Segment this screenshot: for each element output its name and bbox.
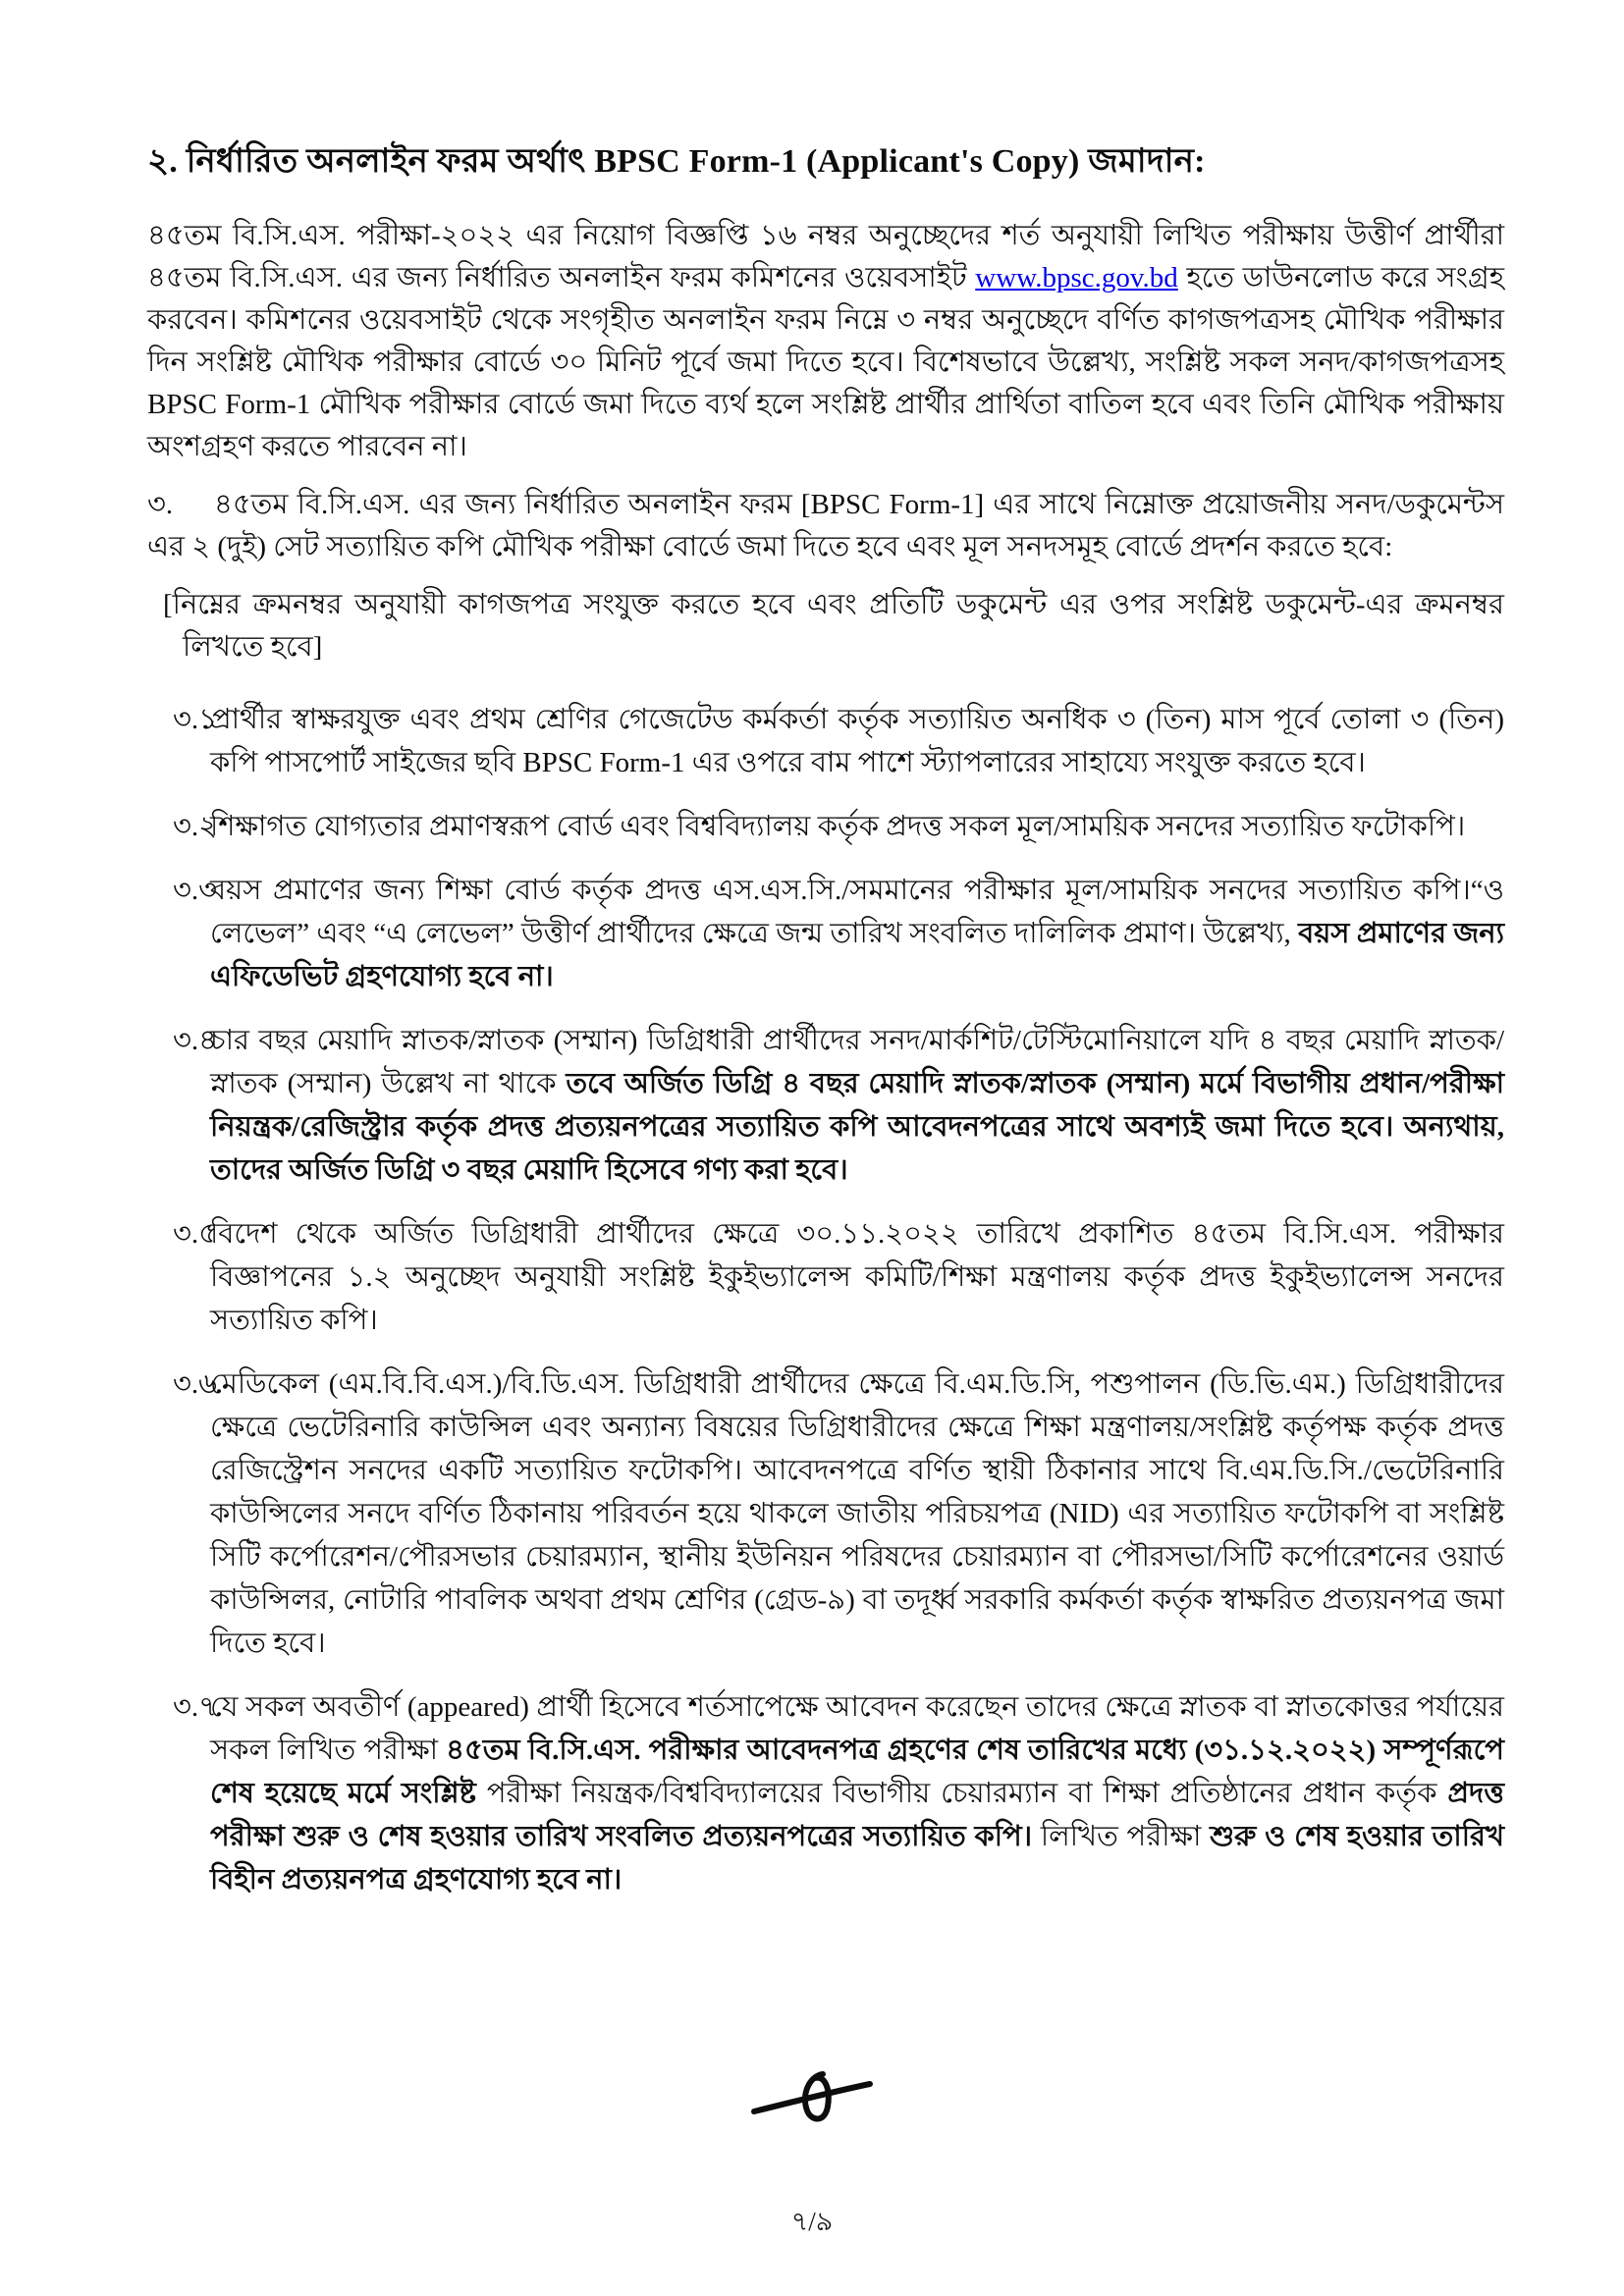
item-text: যে সকল অবতীর্ণ (appeared) প্রার্থী হিসেবে শর্তসাপেক্ষে আবেদন করেছেন তাদের ক্ষেত্রে স্নাতক বা স্নাতকোত্তর পর্যায়ের সকল লিখিত পরীক্ষা ৪৫তম বি.সি.এস. পরীক্ষার আবেদনপত্র গ্রহণের শেষ তারিখের মধ্যে (৩১.১২.২০২২) সম্পূর্ণরূপে শেষ হয়েছে মর্মে সংশ্লিষ্ট পরীক্ষা নিয়ন্ত্রক/বিশ্ববিদ্যালয়ের বিভাগীয় চেয়ারম্যান বা শিক্ষা প্রতিষ্ঠানের প্রধান কর্তৃক প্রদত্ত পরীক্ষা শুরু ও শেষ হওয়ার তারিখ সংবলিত প্রত্যয়নপত্রের সত্যায়িত কপি। লিখিত পরীক্ষা শুরু ও শেষ হওয়ার তারিখ বিহীন প্রত্যয়নপত্র গ্রহণযোগ্য হবে না। — [210, 1691, 1504, 1896]
page-number: ৭/৯ — [790, 2207, 834, 2236]
section-2-heading: ২. নির্ধারিত অনলাইন ফরম অর্থাৎ BPSC Form-1 (Applicant's Copy) জমাদান: — [147, 143, 1206, 180]
section-2-paragraph: ৪৫তম বি.সি.এস. পরীক্ষা-২০২২ এর নিয়োগ বিজ্ঞপ্তি ১৬ নম্বর অনুচ্ছেদের শর্ত অনুযায়ী লিখিত পরীক্ষায় উত্তীর্ণ প্রার্থীরা ৪৫তম বি.সি.এস. এর জন্য নির্ধারিত অনলাইন ফরম কমিশনের ওয়েবসাইট www.bpsc.gov.bd হতে ডাউনলোড করে সংগ্রহ করবেন। কমিশনের ওয়েবসাইট থেকে সংগৃহীত অনলাইন ফরম নিম্নে ৩ নম্বর অনুচ্ছেদে বর্ণিত কাগজপত্রসহ মৌখিক পরীক্ষার দিন সংশ্লিষ্ট মৌখিক পরীক্ষার বোর্ডে ৩০ মিনিট পূর্বে জমা দিতে হবে। বিশেষভাবে উল্লেখ্য, সংশ্লিষ্ট সকল সনদ/কাগজপত্রসহ BPSC Form-1 মৌখিক পরীক্ষার বোর্ডে জমা দিতে ব্যর্থ হলে সংশ্লিষ্ট প্রার্থীর প্রার্থিতা বাতিল হবে এবং তিনি মৌখিক পরীক্ষায় অংশগ্রহণ করতে পারবেন না। — [147, 220, 1504, 462]
item-text: বিদেশ থেকে অর্জিত ডিগ্রিধারী প্রার্থীদের ক্ষেত্রে ৩০.১১.২০২২ তারিখে প্রকাশিত ৪৫তম বি.সি.এস. পরীক্ষার বিজ্ঞাপনের ১.২ অনুচ্ছেদ অনুযায়ী সংশ্লিষ্ট ইকুইভ্যালেন্স কমিটি/শিক্ষা মন্ত্রণালয় কর্তৃক প্রদত্ত ইকুইভ্যালেন্স সনদের সত্যায়িত কপি। — [210, 1218, 1504, 1336]
item-number: ৩.২ — [173, 811, 217, 842]
item-text: চার বছর মেয়াদি স্নাতক/স্নাতক (সম্মান) ডিগ্রিধারী প্রার্থীদের সনদ/মার্কশিট/টেস্টিমোনিয়ালে যদি ৪ বছর মেয়াদি স্নাতক/স্নাতক (সম্মান) উল্লেখ না থাকে তবে অর্জিত ডিগ্রি ৪ বছর মেয়াদি স্নাতক/স্নাতক (সম্মান) মর্মে বিভাগীয় প্রধান/পরীক্ষা নিয়ন্ত্রক/রেজিস্ট্রার কর্তৃক প্রদত্ত প্রত্যয়নপত্রের সত্যায়িত কপি আবেদনপত্রের সাথে অবশ্যই জমা দিতে হবে। অন্যথায়, তাদের অর্জিত ডিগ্রি ৩ বছর মেয়াদি হিসেবে গণ্য করা হবে। — [210, 1025, 1504, 1186]
section-3-bracket-note: [নিম্নের ক্রমনম্বর অনুযায়ী কাগজপত্র সংযুক্ত করতে হবে এবং প্রতিটি ডকুমেন্ট এর ওপর সংশ্লিষ্ট ডকুমেন্ট-এর ক্রমনম্বর লিখতে হবে] — [163, 589, 1504, 663]
list-item-3-7 — [147, 1685, 1504, 1901]
signature-initial-icon — [750, 2069, 874, 2126]
list-item-3-5 — [147, 1212, 1504, 1342]
item-number: ৩.১ — [173, 704, 217, 735]
section-3-intro — [147, 484, 1504, 568]
item-number: ৩.৩ — [173, 875, 217, 906]
signature-initial-mark — [0, 2069, 1624, 2131]
list-item-3-4 — [147, 1019, 1504, 1192]
bpsc-website-link[interactable]: www.bpsc.gov.bd — [975, 262, 1178, 294]
list-item-3-2 — [147, 805, 1504, 848]
item-number: ৩.৫ — [173, 1218, 217, 1250]
list-item-3-6 — [147, 1362, 1504, 1665]
item-number: ৩.৪ — [173, 1025, 217, 1056]
document-content — [147, 135, 1504, 1922]
item-text: শিক্ষাগত যোগ্যতার প্রমাণস্বরূপ বোর্ড এবং বিশ্ববিদ্যালয় কর্তৃক প্রদত্ত সকল মূল/সাময়িক সনদের সত্যায়িত ফটোকপি। — [210, 811, 1466, 842]
item-number: ৩.৭ — [173, 1691, 217, 1723]
item-text: মেডিকেল (এম.বি.বি.এস.)/বি.ডি.এস. ডিগ্রিধারী প্রার্থীদের ক্ষেত্রে বি.এম.ডি.সি, পশুপালন (ডি.ভি.এম.) ডিগ্রিধারীদের ক্ষেত্রে ভেটেরিনারি কাউন্সিল এবং অন্যান্য বিষয়ের ডিগ্রিধারীদের ক্ষেত্রে শিক্ষা মন্ত্রণালয়/সংশ্লিষ্ট কর্তৃপক্ষ কর্তৃক প্রদত্ত রেজিস্ট্রেশন সনদের একটি সত্যায়িত ফটোকপি। আবেদনপত্রে বর্ণিত স্থায়ী ঠিকানার সাথে বি.এম.ডি.সি./ভেটেরিনারি কাউন্সিলের সনদে বর্ণিত ঠিকানায় পরিবর্তন হয়ে থাকলে জাতীয় পরিচয়পত্র (NID) এর সত্যায়িত ফটোকপি বা সংশ্লিষ্ট সিটি কর্পোরেশন/পৌরসভার চেয়ারম্যান, স্থানীয় ইউনিয়ন পরিষদের চেয়ারম্যান বা পৌরসভা/সিটি কর্পোরেশনের ওয়ার্ড কাউন্সিলর, নোটারি পাবলিক অথবা প্রথম শ্রেণির (গ্রেড-৯) বা তদূর্ধ্ব সরকারি কর্মকর্তা কর্তৃক স্বাক্ষরিত প্রত্যয়নপত্র জমা দিতে হবে। — [210, 1368, 1504, 1659]
section-3-number: ৩. — [147, 489, 174, 520]
section-3-intro-text: ৪৫তম বি.সি.এস. এর জন্য নির্ধারিত অনলাইন ফরম [BPSC Form-1] এর সাথে নিম্নোক্ত প্রয়োজনীয় সনদ/ডকুমেন্টস এর ২ (দুই) সেট সত্যায়িত কপি মৌখিক পরীক্ষা বোর্ডে জমা দিতে হবে এবং মূল সনদসমূহ বোর্ডে প্রদর্শন করতে হবে: — [147, 489, 1504, 562]
item-text: প্রার্থীর স্বাক্ষরযুক্ত এবং প্রথম শ্রেণির গেজেটেড কর্মকর্তা কর্তৃক সত্যায়িত অনধিক ৩ (তিন) মাস পূর্বে তোলা ৩ (তিন) কপি পাসপোর্ট সাইজের ছবি BPSC Form-1 এর ওপরে বাম পাশে স্ট্যাপলারের সাহায্যে সংযুক্ত করতে হবে। — [210, 704, 1504, 778]
item-text: বয়স প্রমাণের জন্য শিক্ষা বোর্ড কর্তৃক প্রদত্ত এস.এস.সি./সমমানের পরীক্ষার মূল/সাময়িক সনদের সত্যায়িত কপি।“ও লেভেল” এবং “এ লেভেল” উত্তীর্ণ প্রার্থীদের ক্ষেত্রে জন্ম তারিখ সংবলিত দালিলিক প্রমাণ। উল্লেখ্য, বয়স প্রমাণের জন্য এফিডেভিট গ্রহণযোগ্য হবে না। — [210, 875, 1504, 992]
document-list — [147, 698, 1504, 1901]
list-item-3-3 — [147, 869, 1504, 998]
item-number: ৩.৬ — [173, 1368, 217, 1400]
list-item-3-1 — [147, 698, 1504, 784]
